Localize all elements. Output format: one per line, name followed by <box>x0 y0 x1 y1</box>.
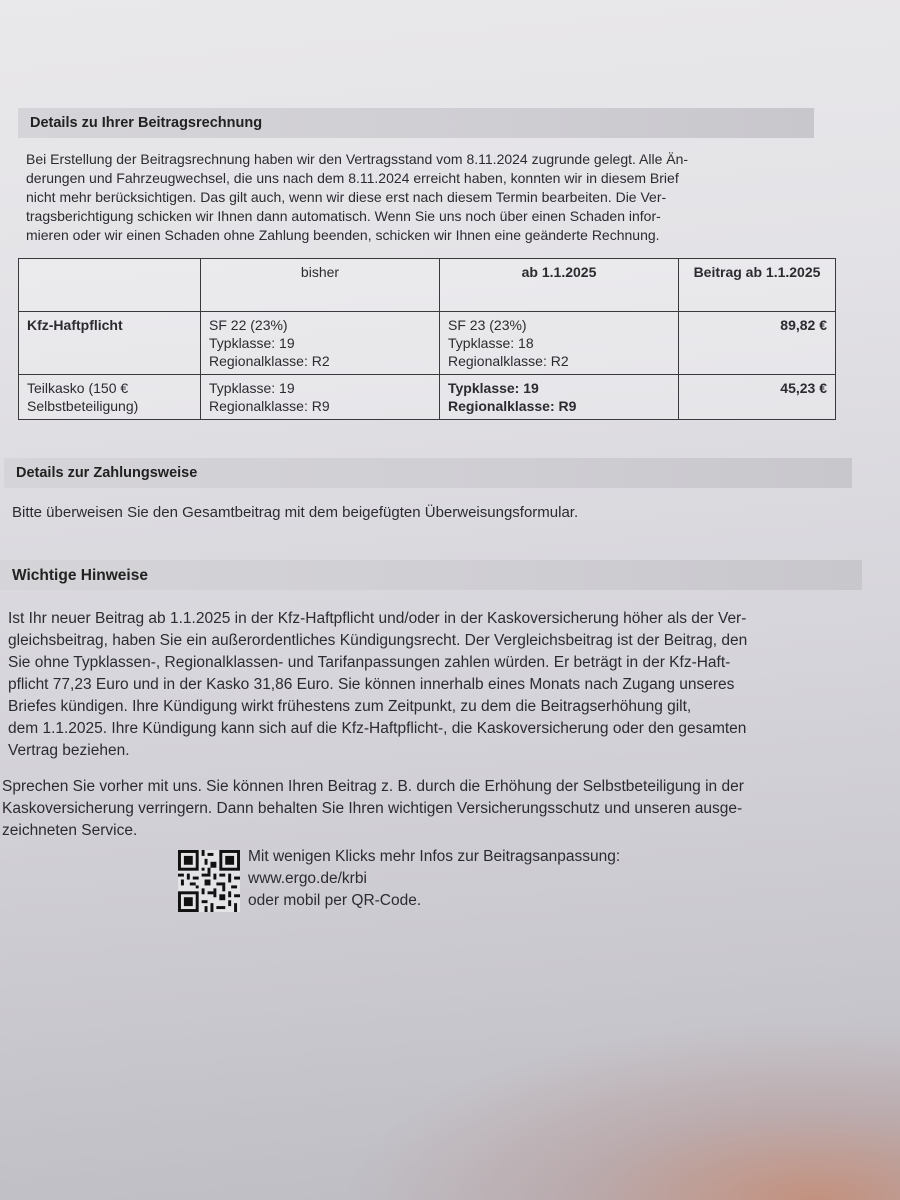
cell-line: Typklasse: 19 <box>209 335 295 351</box>
text-line: Bitte überweisen Sie den Gesamtbeitrag mit dem beigefügten Überweisungsformular. <box>12 504 579 521</box>
row-label: Teilkasko (150 € Selbstbeteiligung) <box>19 375 201 420</box>
section-heading-zahlungsweise: Details zur Zahlungsweise <box>16 465 198 481</box>
text-line: mieren oder wir einen Schaden ohne Zahlung beenden, schicken wir Ihnen eine geänderte Rechnung. <box>26 227 660 243</box>
text-line: Kaskoversicherung verringern. Dann behalten Sie Ihren wichtigen Versicherungsschutz und unseren ausge- <box>2 800 743 817</box>
paragraph-zahlungsweise <box>12 503 578 522</box>
text-line: tragsberichtigung schicken wir Ihnen dann automatisch. Wenn Sie uns noch über einen Schaden infor- <box>26 208 661 224</box>
row-label: Kfz-Haftpflicht <box>19 312 201 375</box>
cell-line: Typklasse: 19 <box>448 380 539 396</box>
text-line: dem 1.1.2025. Ihre Kündigung kann sich auf die Kfz-Haftpflicht-, die Kaskoversicherung oder den gesamten <box>8 720 747 737</box>
cell-line: SF 22 (23%) <box>209 317 288 333</box>
table-header-beitrag <box>679 259 836 312</box>
table-row <box>19 375 836 420</box>
table-header-beitrag-label: Beitrag ab 1.1.2025 <box>693 264 821 280</box>
text-line: gleichsbeitrag, haben Sie ein außerordentliches Kündigungsrecht. Der Vergleichsbeitrag ist der Beitrag, den <box>8 632 748 649</box>
row-neu <box>440 312 679 375</box>
qr-info-text <box>248 846 620 912</box>
qr-info-line: Mit wenigen Klicks mehr Infos zur Beitragsanpassung: <box>248 848 621 865</box>
text-line: zeichneten Service. <box>2 822 138 839</box>
tariff-table <box>18 258 836 420</box>
section-heading-hinweise: Wichtige Hinweise <box>12 567 148 584</box>
section-heading-band <box>4 458 852 488</box>
cell-line: SF 23 (23%) <box>448 317 527 333</box>
table-row <box>19 312 836 375</box>
light-reflection <box>340 1020 900 1200</box>
qr-info-line: oder mobil per QR-Code. <box>248 892 422 909</box>
qr-info-link[interactable]: www.ergo.de/krbi <box>248 870 367 887</box>
table-header-ab: ab 1.1.2025 <box>440 259 679 312</box>
paragraph-beratung <box>2 776 744 842</box>
paragraph-beitragsrechnung <box>26 150 688 245</box>
row-beitrag: 45,23 € <box>679 375 836 420</box>
text-line: Briefes kündigen. Ihre Kündigung wirkt frühestens zum Zeitpunkt, zu dem die Beitragserhöhung gilt, <box>8 698 692 715</box>
text-line: Sie ohne Typklassen-, Regionalklassen- und Tarifanpassungen zahlen würden. Er beträgt in der Kfz-Haft- <box>8 654 731 671</box>
cell-line: Typklasse: 19 <box>209 380 295 396</box>
section-heading-band <box>0 560 862 590</box>
text-line: pflicht 77,23 Euro und in der Kasko 31,86 Euro. Sie können innerhalb eines Monats nach Zugang unseres <box>8 676 735 693</box>
cell-line: Typklasse: 18 <box>448 335 534 351</box>
paragraph-hinweise <box>8 608 747 762</box>
text-line: nicht mehr berücksichtigen. Das gilt auch, wenn wir diese erst nach diesem Termin bearbeiten. Die Ver- <box>26 189 667 205</box>
cell-line: Regionalklasse: R9 <box>448 398 577 414</box>
row-neu <box>440 375 679 420</box>
cell-line: Regionalklasse: R2 <box>448 353 569 369</box>
cell-line: Regionalklasse: R2 <box>209 353 330 369</box>
qr-code-icon[interactable] <box>178 850 240 912</box>
section-heading-beitragsrechnung: Details zu Ihrer Beitragsrechnung <box>30 115 263 131</box>
text-line: Sprechen Sie vorher mit uns. Sie können Ihren Beitrag z. B. durch die Erhöhung der Selbstbeteiligung in der <box>2 778 744 795</box>
table-header-empty <box>19 259 201 312</box>
row-bisher <box>201 312 440 375</box>
table-header-bisher: bisher <box>201 259 440 312</box>
cell-line: Regionalklasse: R9 <box>209 398 330 414</box>
row-bisher <box>201 375 440 420</box>
table-header-row <box>19 259 836 312</box>
text-line: derungen und Fahrzeugwechsel, die uns nach dem 8.11.2024 erreicht haben, konnten wir in diesem Brief <box>26 170 679 186</box>
text-line: Ist Ihr neuer Beitrag ab 1.1.2025 in der Kfz-Haftpflicht und/oder in der Kaskoversicherung höher als der Ver- <box>8 610 747 627</box>
row-beitrag: 89,82 € <box>679 312 836 375</box>
text-line: Vertrag beziehen. <box>8 742 130 759</box>
section-heading-band <box>18 108 814 138</box>
text-line: Bei Erstellung der Beitragsrechnung haben wir den Vertragsstand vom 8.11.2024 zugrunde gelegt. Alle Än- <box>26 151 689 167</box>
